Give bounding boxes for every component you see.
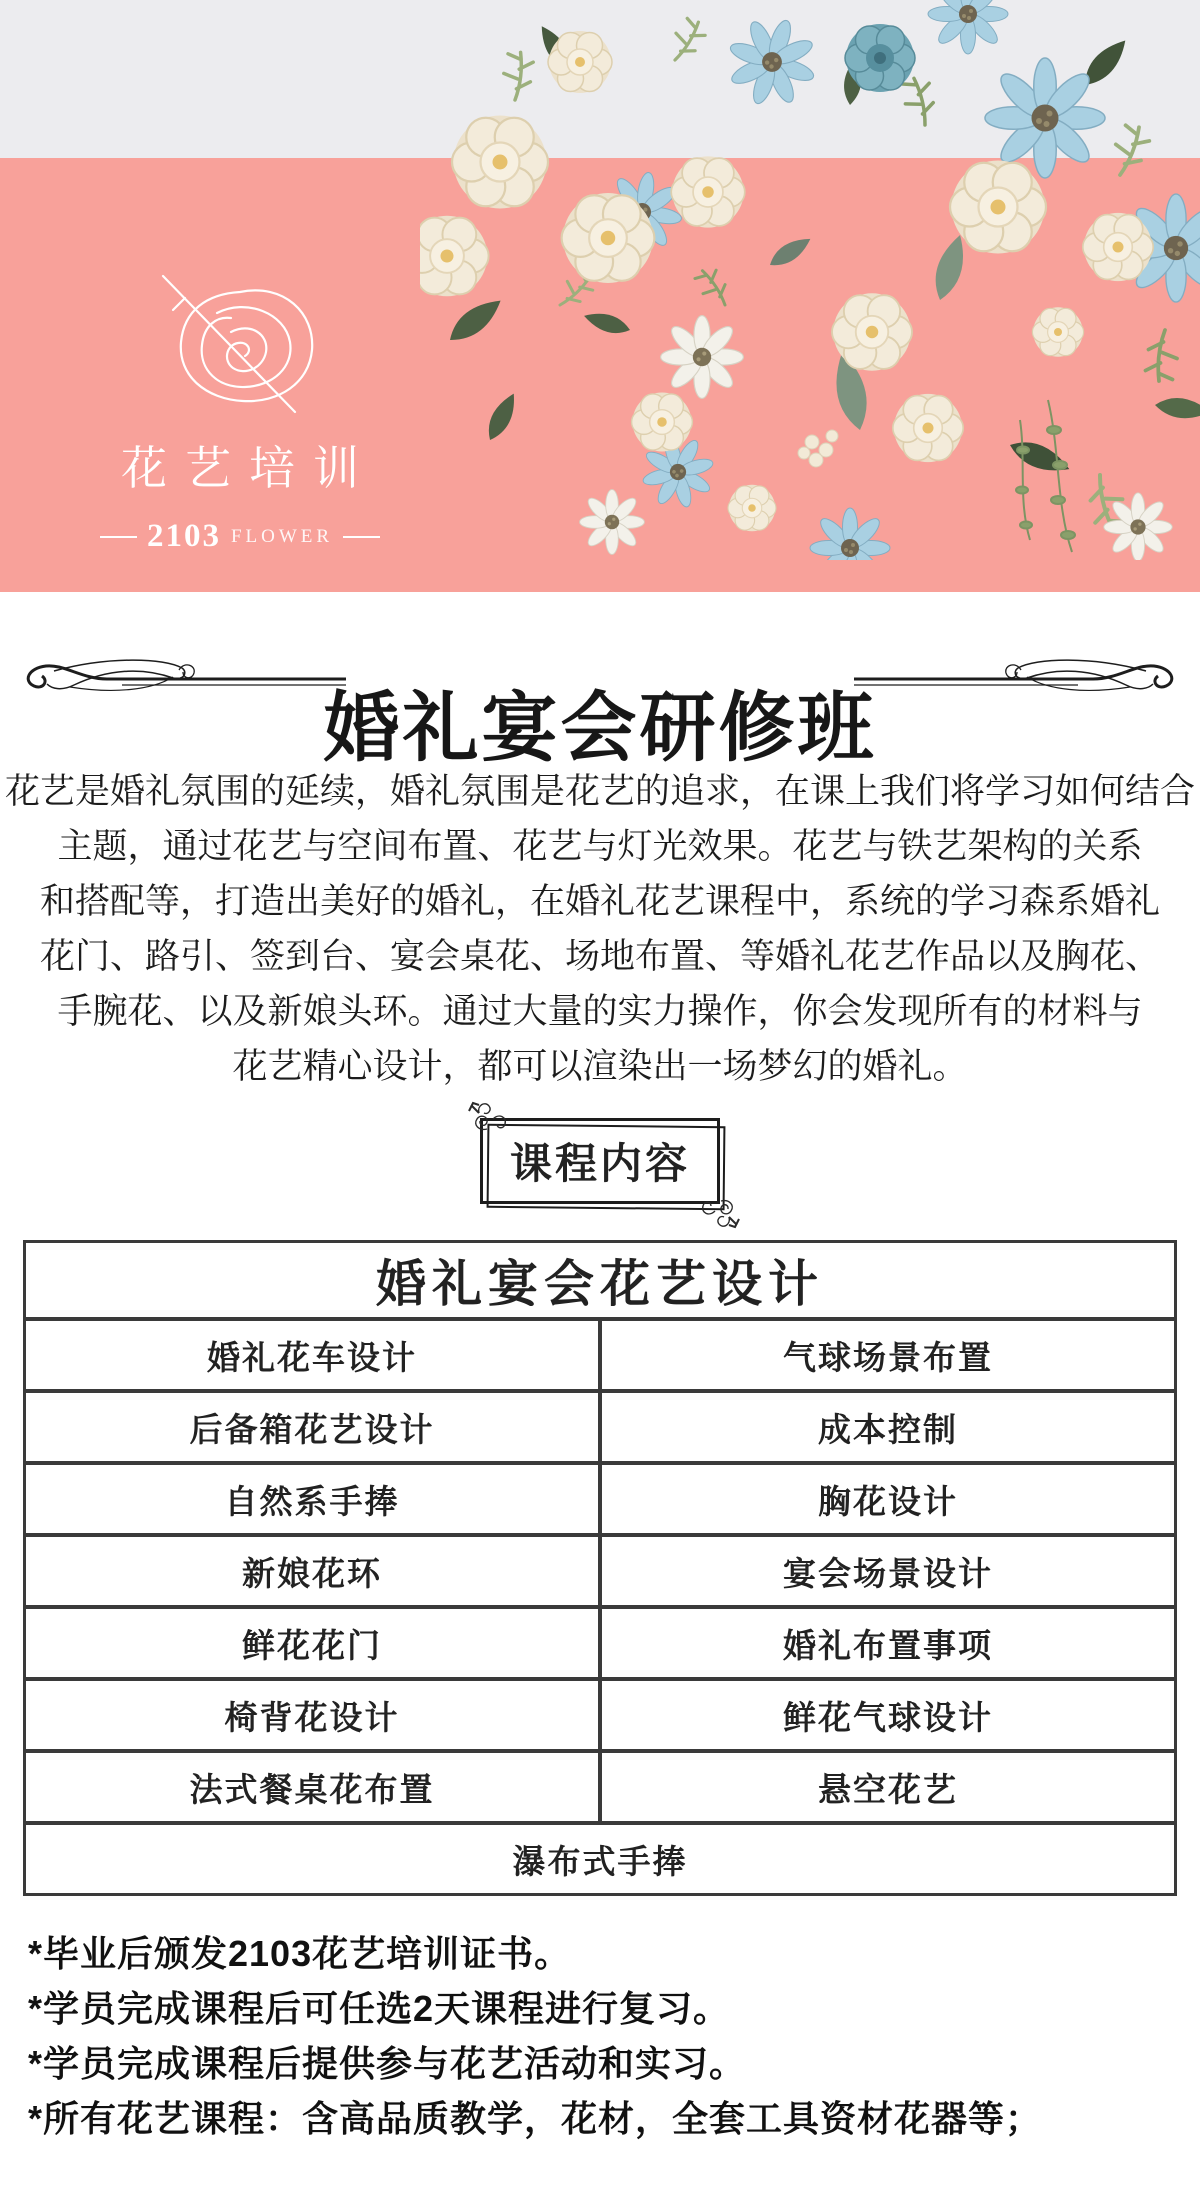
course-cell-merged: 瀑布式手捧	[24, 1823, 1176, 1895]
intro-line: 花艺精心设计，都可以渲染出一场梦幻的婚礼。	[232, 1047, 968, 1086]
intro-line: 花艺是婚礼氛围的延续，婚礼氛围是花艺的追求，在课上我们将学习如何结合	[4, 772, 1195, 811]
course-cell: 宴会场景设计	[600, 1535, 1176, 1607]
course-row	[24, 1535, 1176, 1607]
brand-subtitle	[100, 518, 380, 555]
intro-line: 和搭配等，打造出美好的婚礼，在婚礼花艺课程中，系统的学习森系婚礼	[39, 882, 1160, 921]
brand-logo	[100, 272, 380, 555]
note-line: *所有花艺课程：含高品质教学，花材，全套工具资材花器等；	[28, 2098, 1043, 2139]
bouquet-photo	[420, 0, 1200, 560]
badge-ornament-bottom-right-icon	[695, 1179, 751, 1235]
brand-word: FLOWER	[230, 525, 334, 547]
course-cell: 悬空花艺	[600, 1751, 1176, 1823]
course-row	[24, 1607, 1176, 1679]
course-row	[24, 1391, 1176, 1463]
course-cell: 椅背花设计	[24, 1679, 600, 1751]
course-cell: 成本控制	[600, 1391, 1176, 1463]
intro-line: 主题，通过花艺与空间布置、花艺与灯光效果。花艺与铁艺架构的关系	[57, 827, 1143, 866]
course-row	[24, 1319, 1176, 1391]
course-cell: 后备箱花艺设计	[24, 1391, 600, 1463]
course-table-header-row	[24, 1241, 1176, 1319]
course-row-merged	[24, 1823, 1176, 1895]
intro-paragraph	[0, 742, 1200, 1094]
badge-ornament-top-left-icon	[457, 1095, 513, 1151]
course-row	[24, 1679, 1176, 1751]
course-cell: 气球场景布置	[600, 1319, 1176, 1391]
page-title: 婚礼宴会研修班	[323, 686, 877, 771]
course-table	[23, 1240, 1177, 1896]
hero-banner	[0, 0, 1200, 592]
intro-line: 手腕花、以及新娘头环。通过大量的实力操作，你会发现所有的材料与	[57, 992, 1143, 1031]
intro-line: 花门、路引、签到台、宴会桌花、场地布置、等婚礼花艺作品以及胸花、	[39, 937, 1160, 976]
section-badge	[480, 1118, 720, 1204]
course-table-title: 婚礼宴会花艺设计	[24, 1241, 1176, 1319]
footnotes	[0, 1896, 1200, 2186]
rose-line-icon	[145, 272, 335, 422]
course-row	[24, 1463, 1176, 1535]
brand-name: 花艺培训	[121, 442, 377, 494]
brand-number: 2103	[146, 518, 221, 554]
logo-right-rule	[343, 536, 380, 538]
logo-left-rule	[100, 536, 137, 538]
note-line: *毕业后颁发2103花艺培训证书。	[28, 1933, 572, 1974]
section-badge-label: 课程内容	[509, 1140, 690, 1187]
title-section	[0, 592, 1200, 771]
course-cell: 婚礼花车设计	[24, 1319, 600, 1391]
course-cell: 鲜花花门	[24, 1607, 600, 1679]
course-cell: 胸花设计	[600, 1463, 1176, 1535]
course-cell: 鲜花气球设计	[600, 1679, 1176, 1751]
course-row	[24, 1751, 1176, 1823]
course-cell: 新娘花环	[24, 1535, 600, 1607]
note-line: *学员完成课程后可任选2天课程进行复习。	[28, 1988, 731, 2029]
section-badge-frame	[480, 1118, 720, 1204]
course-cell: 自然系手捧	[24, 1463, 600, 1535]
course-cell: 婚礼布置事项	[600, 1607, 1176, 1679]
course-cell: 法式餐桌花布置	[24, 1751, 600, 1823]
note-line: *学员完成课程后提供参与花艺活动和实习。	[28, 2043, 747, 2084]
